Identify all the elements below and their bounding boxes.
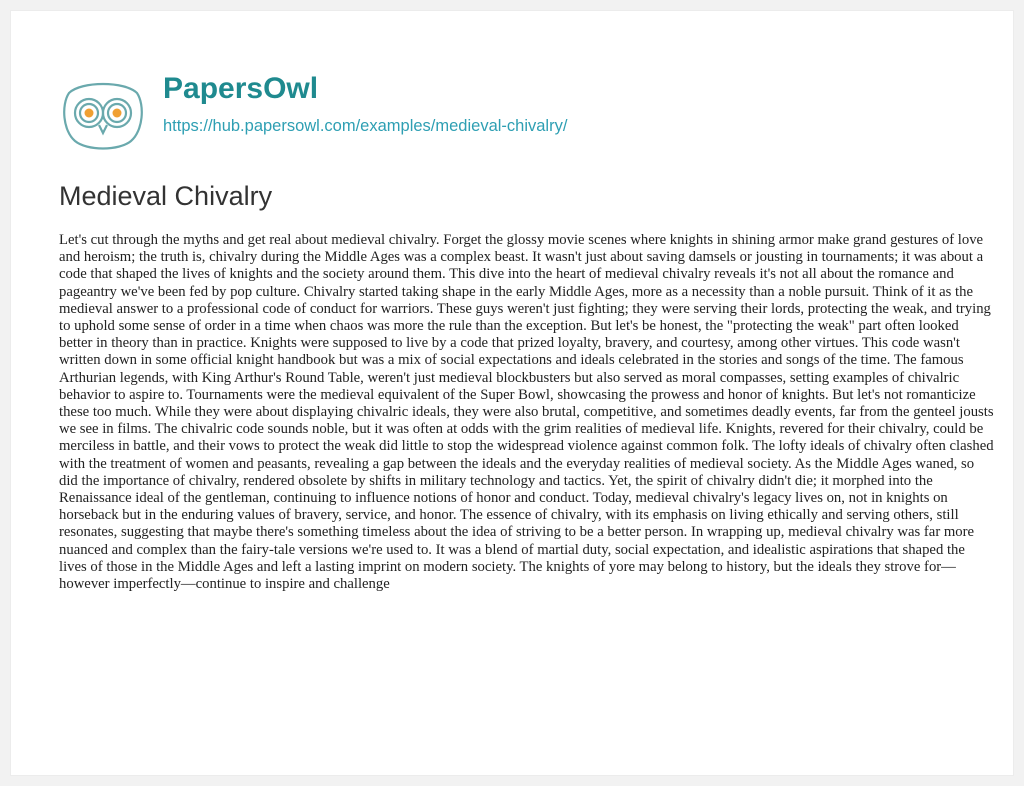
brand-name: PapersOwl xyxy=(163,72,319,105)
document-card xyxy=(10,10,1014,776)
page-title: Medieval Chivalry xyxy=(59,181,273,211)
essay-body: Let's cut through the myths and get real about medieval chivalry. Forget the glossy movie scenes where knights in shining armor make grand gestures of love and heroism; the truth is, chivalry during the Middle Ages was a complex beast. It wasn't just about saving damsels or jousting in tournaments; it was about a code that shaped the lives of knights and the society around them. This dive into the heart of medieval chivalry reveals it's not all about the romance and pageantry we've been fed by pop culture. Chivalry started taking shape in the early Middle Ages, more as a necessity than a noble pursuit. Think of it as the medieval answer to a professional code of conduct for warriors. These guys weren't just fighting; they were serving their lords, protecting the weak, and trying to uphold some sense of order in a time when chaos was more the rule than the exception. But let's be honest, the "protecting the weak" part often looked better in theory than in practice. Knights were supposed to live by a code that prized loyalty, bravery, and courtesy, among other virtues. This code wasn't written down in some official knight handbook but was a mix of social expectations and ideals celebrated in the stories and songs of the time. The famous Arthurian legends, with King Arthur's Round Table, weren't just medieval blockbusters but also served as moral compasses, setting examples of chivalric behavior to aspire to. Tournaments were the medieval equivalent of the Super Bowl, showcasing the prowess and honor of knights. But let's not romanticize these too much. While they were about displaying chivalric ideals, they were also brutal, competitive, and sometimes deadly events, far from the genteel jousts we see in films. The chivalric code sounds noble, but it was often at odds with the grim realities of medieval life. Knights, revered for their chivalry, could be merciless in battle, and their vows to protect the weak did little to stop the widespread violence against common folk. The lofty ideals of chivalry often clashed with the treatment of women and peasants, revealing a gap between the ideals and the everyday realities of medieval society. As the Middle Ages waned, so did the importance of chivalry, rendered obsolete by shifts in military technology and tactics. Yet, the spirit of chivalry didn't die; it morphed into the Renaissance ideal of the gentleman, continuing to influence notions of honor and conduct. Today, medieval chivalry's legacy lives on, not in knights on horseback but in the enduring values of bravery, service, and honor. The essence of chivalry, with its emphasis on living ethically and serving others, still resonates, suggesting that maybe there's something timeless about the idea of striving to be a better person. In wrapping up, medieval chivalry was far more nuanced and complex than the fairy-tale versions we're used to. It was a blend of martial duty, social expectation, and idealistic aspirations that shaped the lives of those in the Middle Ages and left a lasting imprint on modern society. The knights of yore may belong to history, but the ideals they strove for—however imperfectly—continue to inspire and challenge xyxy=(59,232,994,593)
source-url-link[interactable]: https://hub.papersowl.com/examples/medieval-chivalry/ xyxy=(163,117,568,135)
owl-logo-icon[interactable] xyxy=(59,75,147,155)
